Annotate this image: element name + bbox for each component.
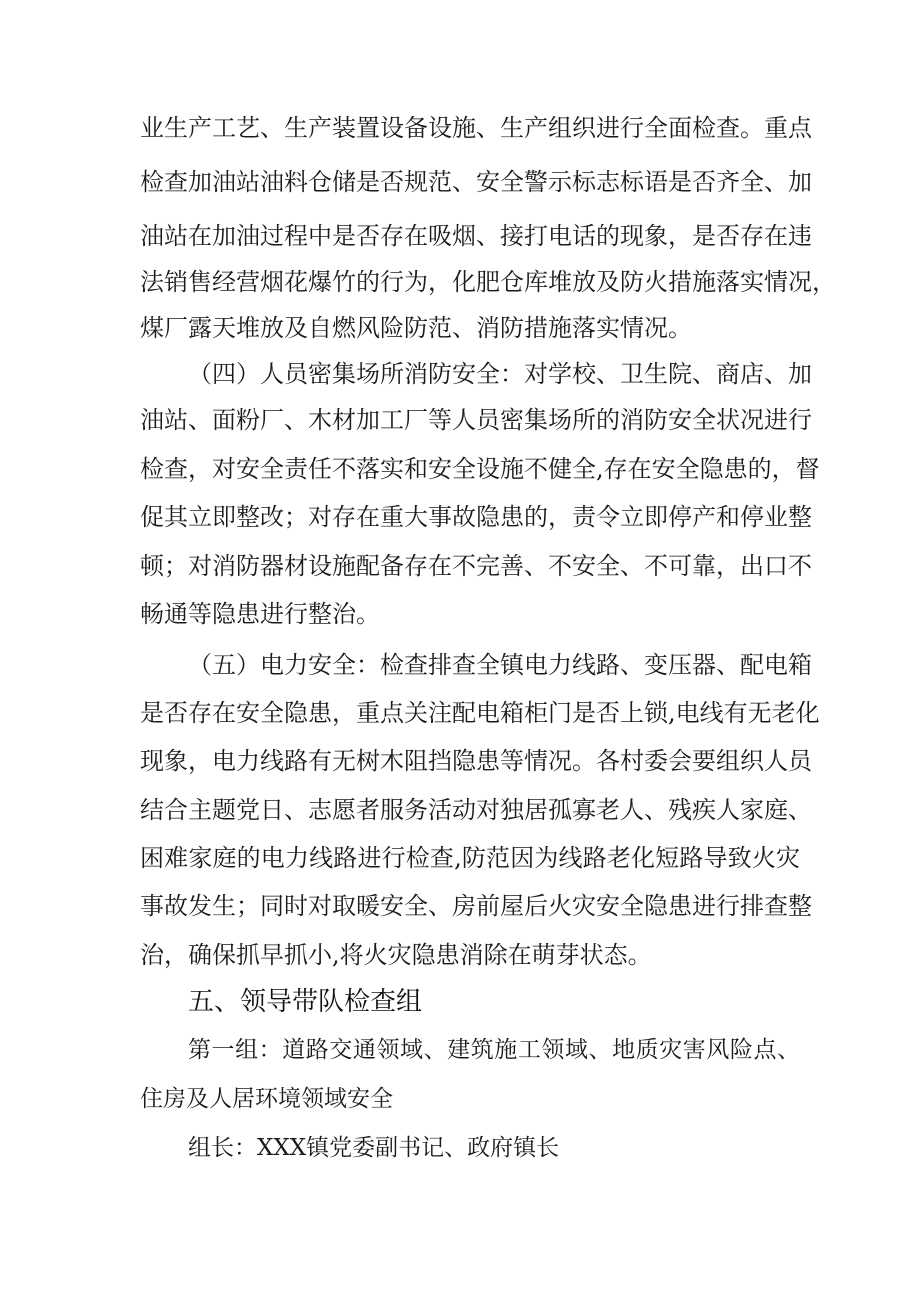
text-line: 油站在加油过程中是否存在吸烟、接打电话的现象，是否存在违	[140, 222, 812, 250]
paragraph-four-first-line: （四）人员密集场所消防安全：对学校、卫生院、商店、加	[188, 360, 812, 388]
group-one-line: 第一组：道路交通领域、建筑施工领域、地质灾害风险点、	[188, 1037, 800, 1063]
text-line: 顿；对消防器材设施配备存在不完善、不安全、不可靠，出口不	[140, 552, 812, 580]
section-heading: 五、领导带队检查组	[188, 987, 423, 1017]
text-line: 煤厂露天堆放及自燃风险防范、消防措施落实情况。	[140, 314, 692, 342]
text-line: 油站、面粉厂、木材加工厂等人员密集场所的消防安全状况进行	[140, 406, 812, 434]
text-line: 治，确保抓早抓小,将火灾隐患消除在萌芽状态。	[140, 941, 652, 969]
text-line: 事故发生；同时对取暖安全、房前屋后火灾安全隐患进行排查整	[140, 892, 812, 920]
text-line: 是否存在安全隐患，重点关注配电箱柜门是否上锁,电线有无老化	[140, 699, 820, 727]
text-line: 结合主题党日、志愿者服务活动对独居孤寡老人、残疾人家庭、	[140, 796, 812, 824]
text-line: 检查，对安全责任不落实和安全设施不健全,存在安全隐患的，督	[140, 455, 820, 483]
text-line: 促其立即整改；对存在重大事故隐患的，责令立即停产和停业整	[140, 503, 812, 531]
text-line: 现象，电力线路有无树木阻挡隐患等情况。各村委会要组织人员	[140, 747, 812, 775]
text-line: 困难家庭的电力线路进行检查,防范因为线路老化短路导致火灾	[140, 844, 800, 872]
group-leader: 组长：XXX镇党委副书记、政府镇长	[188, 1135, 560, 1161]
paragraph-five-first-line: （五）电力安全：检查排查全镇电力线路、变压器、配电箱	[188, 651, 812, 679]
group-one-line: 住房及人居环境领域安全	[140, 1086, 393, 1112]
text-line: 检查加油站油料仓储是否规范、安全警示标志标语是否齐全、加	[140, 168, 812, 196]
text-line: 畅通等隐患进行整治。	[140, 600, 380, 628]
text-line: 法销售经营烟花爆竹的行为，化肥仓库堆放及防火措施落实情况，	[140, 268, 836, 296]
text-line: 业生产工艺、生产装置设备设施、生产组织进行全面检查。重点	[140, 114, 812, 142]
